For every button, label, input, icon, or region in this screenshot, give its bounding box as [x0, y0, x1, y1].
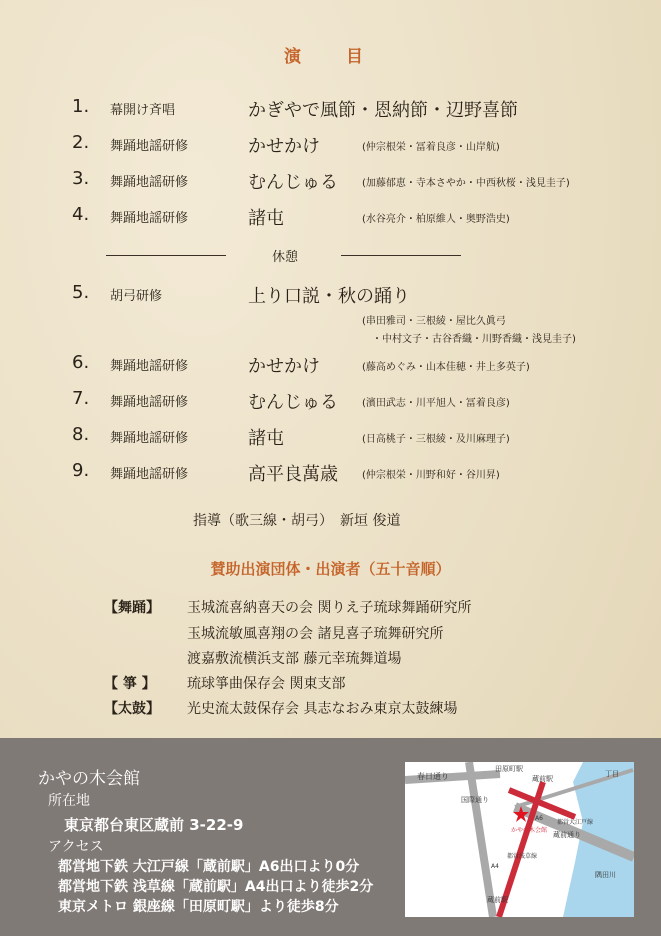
program-category: 幕開け斉唱 [110, 103, 176, 118]
program-category: 舞踊地謡研修 [110, 395, 189, 410]
program-piece: 諸屯 [248, 208, 284, 229]
label-kasuga-dori: 春日通り [417, 772, 449, 781]
program-item [72, 168, 652, 192]
program-category: 舞踊地謡研修 [110, 211, 189, 226]
program-item [72, 282, 652, 306]
program-item [72, 388, 652, 412]
map-svg [405, 762, 634, 917]
label-venue: かやの木会館 [511, 827, 548, 834]
program-item [72, 132, 652, 156]
support-heading: 賛助出演団体・出演者（五十音順） [210, 560, 451, 578]
access-heading: アクセス [48, 839, 104, 855]
label-oedo-line: 都営大江戸線 [557, 819, 594, 826]
program-performers: (串田雅司・三根綾・屋比久眞弓 [362, 316, 506, 327]
program-piece: 諸屯 [248, 428, 284, 449]
program-performers: (水谷亮介・柏原維人・奥野浩史) [362, 214, 510, 225]
program-number: 2. [72, 132, 90, 153]
address-heading: 所在地 [48, 793, 90, 809]
program-piece: むんじゅる [248, 392, 338, 413]
address: 東京都台東区蔵前 3-22-9 [64, 816, 244, 834]
label-tawaramachi: 田原町駅 [495, 765, 523, 773]
access-line: 東京メトロ 銀座線「田原町駅」より徒歩8分 [58, 899, 339, 915]
program-item [72, 460, 652, 484]
program-category: 舞踊地謡研修 [110, 139, 189, 154]
program-piece: かせかけ [248, 356, 320, 377]
label-exit-a6: A6 [535, 815, 543, 822]
program-category: 胡弓研修 [110, 289, 163, 304]
break-label: 休憩 [272, 250, 299, 265]
program-number: 9. [72, 460, 90, 481]
group-name: 玉城流喜納喜天の会 関りえ子琉球舞踊研究所 [187, 600, 472, 616]
program-number: 3. [72, 168, 90, 189]
group-name: 渡嘉敷流横浜支部 藤元幸琉舞道場 [187, 651, 402, 667]
program-performers: ・中村文子・古谷香織・川野香織・浅見圭子) [372, 334, 576, 345]
group-category-label: 【舞踊】 [104, 600, 160, 616]
group-name: 光史流太鼓保存会 具志なおみ東京太鼓練場 [187, 701, 458, 717]
program-piece: 上り口説・秋の踊り [248, 286, 410, 307]
label-kuramae-station-top: 蔵前駅 [532, 775, 553, 783]
program-performers: (仲宗根栄・冨着良彦・山岸航) [362, 142, 500, 153]
label-kuramae-station-bottom: 蔵前駅 [487, 896, 508, 904]
venue-footer [0, 738, 661, 936]
program-category: 舞踊地謡研修 [110, 431, 189, 446]
program-number: 6. [72, 352, 90, 373]
program-piece: かぎやで風節・恩納節・辺野喜節 [248, 100, 518, 121]
program-performers: (日高桃子・三根綾・及川麻理子) [362, 434, 510, 445]
program-performers: (加藤郁恵・寺本さやか・中西秋桜・浅見圭子) [362, 178, 570, 189]
label-kuramae-dori: 蔵前通り [553, 831, 581, 839]
group-category-label: 【 箏 】 [104, 676, 156, 692]
program-performers: (濱田武志・川平旭人・冨着良彦) [362, 398, 510, 409]
label-asakusa-line: 都営浅草線 [507, 853, 538, 860]
access-line: 都営地下鉄 大江戸線「蔵前駅」A6出口より0分 [58, 859, 360, 875]
break-rule-left [106, 255, 226, 256]
program-performers: (仲宗根栄・川野和好・谷川昇) [362, 470, 500, 481]
program-piece: むんじゅる [248, 172, 338, 193]
group-name: 琉球箏曲保存会 関東支部 [187, 676, 346, 692]
program-category: 舞踊地謡研修 [110, 359, 189, 374]
program-piece: 高平良萬歳 [248, 464, 338, 485]
program-performers: (藤高めぐみ・山本佳穂・井上多英子) [362, 362, 530, 373]
break-rule-right [341, 255, 461, 256]
group-category-label: 【太鼓】 [104, 701, 160, 717]
page-title: 演 目 [284, 47, 377, 67]
program-item [72, 424, 652, 448]
program-item [72, 96, 652, 120]
program-number: 7. [72, 388, 90, 409]
program-number: 1. [72, 96, 90, 117]
program-item [72, 204, 652, 228]
program-piece: かせかけ [248, 136, 320, 157]
program-category: 舞踊地謡研修 [110, 467, 189, 482]
access-line: 都営地下鉄 浅草線「蔵前駅」A4出口より徒歩2分 [58, 879, 374, 895]
program-number: 4. [72, 204, 90, 225]
program-item [72, 352, 652, 376]
program-number: 5. [72, 282, 90, 303]
program-category: 舞踊地謡研修 [110, 175, 189, 190]
label-chome: 丁目 [605, 770, 619, 778]
label-kokusai-dori: 国際通り [461, 796, 489, 804]
group-name: 玉城流敏風喜翔の会 諸見喜子琉舞研究所 [187, 626, 444, 642]
venue-map [405, 762, 634, 917]
label-exit-a4: A4 [491, 863, 499, 870]
label-sumida-river: 隅田川 [595, 871, 616, 879]
venue-name: かやの木会館 [38, 769, 140, 789]
director-credit: 指導（歌三線・胡弓） 新垣 俊道 [193, 513, 401, 529]
road-kokusai [469, 762, 493, 917]
program-number: 8. [72, 424, 90, 445]
